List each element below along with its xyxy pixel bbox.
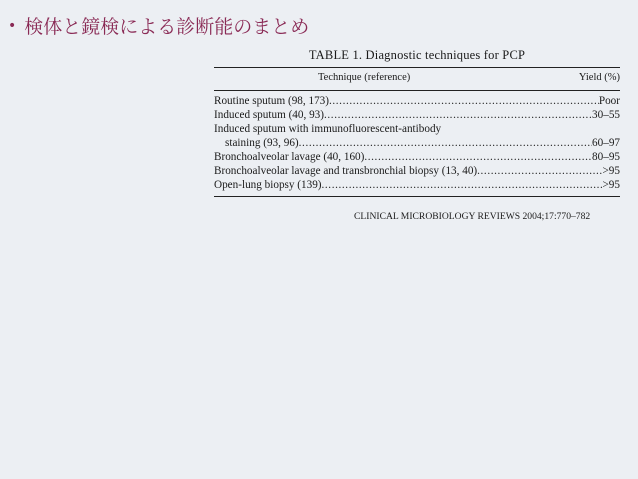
header-technique: Technique (reference)	[318, 72, 411, 83]
table-row	[214, 122, 620, 136]
table-bottom-rule	[214, 196, 620, 197]
bullet-icon: •	[8, 18, 17, 34]
leader-dots	[329, 94, 599, 108]
row-technique: Routine sputum (98, 173)	[214, 95, 329, 107]
row-yield: >95	[602, 165, 620, 177]
row-yield: 60–97	[592, 137, 620, 149]
source-citation: CLINICAL MICROBIOLOGY REVIEWS 2004;17:770–782	[354, 211, 591, 222]
leader-dots	[477, 164, 602, 178]
slide-title	[8, 12, 309, 39]
table-row	[214, 178, 620, 192]
table-row	[214, 108, 620, 122]
row-technique: Bronchoalveolar lavage (40, 160)	[214, 151, 365, 163]
header-yield: Yield (%)	[578, 72, 620, 83]
table-header	[214, 68, 620, 90]
table-row	[214, 164, 620, 178]
row-yield: 30–55	[592, 109, 620, 121]
row-technique: Induced sputum (40, 93)	[214, 109, 324, 121]
row-yield: 80–95	[592, 151, 620, 163]
row-yield: >95	[602, 179, 620, 191]
row-technique: staining (93, 96)	[225, 137, 299, 149]
row-technique: Bronchoalveolar lavage and transbronchial biopsy (13, 40)	[214, 165, 478, 177]
slide-title-text: 検体と鏡検による診断能のまとめ	[24, 16, 310, 38]
diagnostic-table	[214, 48, 620, 197]
leader-dots	[324, 108, 592, 122]
row-technique: Open-lung biopsy (139)	[214, 179, 322, 191]
table-title: TABLE 1. Diagnostic techniques for PCP	[308, 48, 526, 62]
table-row	[214, 94, 620, 108]
table-body	[214, 91, 620, 196]
leader-dots	[364, 150, 592, 164]
leader-dots	[299, 136, 592, 150]
row-technique: Induced sputum with immunofluorescent-antibody	[214, 123, 442, 135]
table-row	[214, 150, 620, 164]
row-yield: Poor	[598, 95, 620, 107]
leader-dots	[322, 178, 603, 192]
table-row	[214, 136, 620, 150]
